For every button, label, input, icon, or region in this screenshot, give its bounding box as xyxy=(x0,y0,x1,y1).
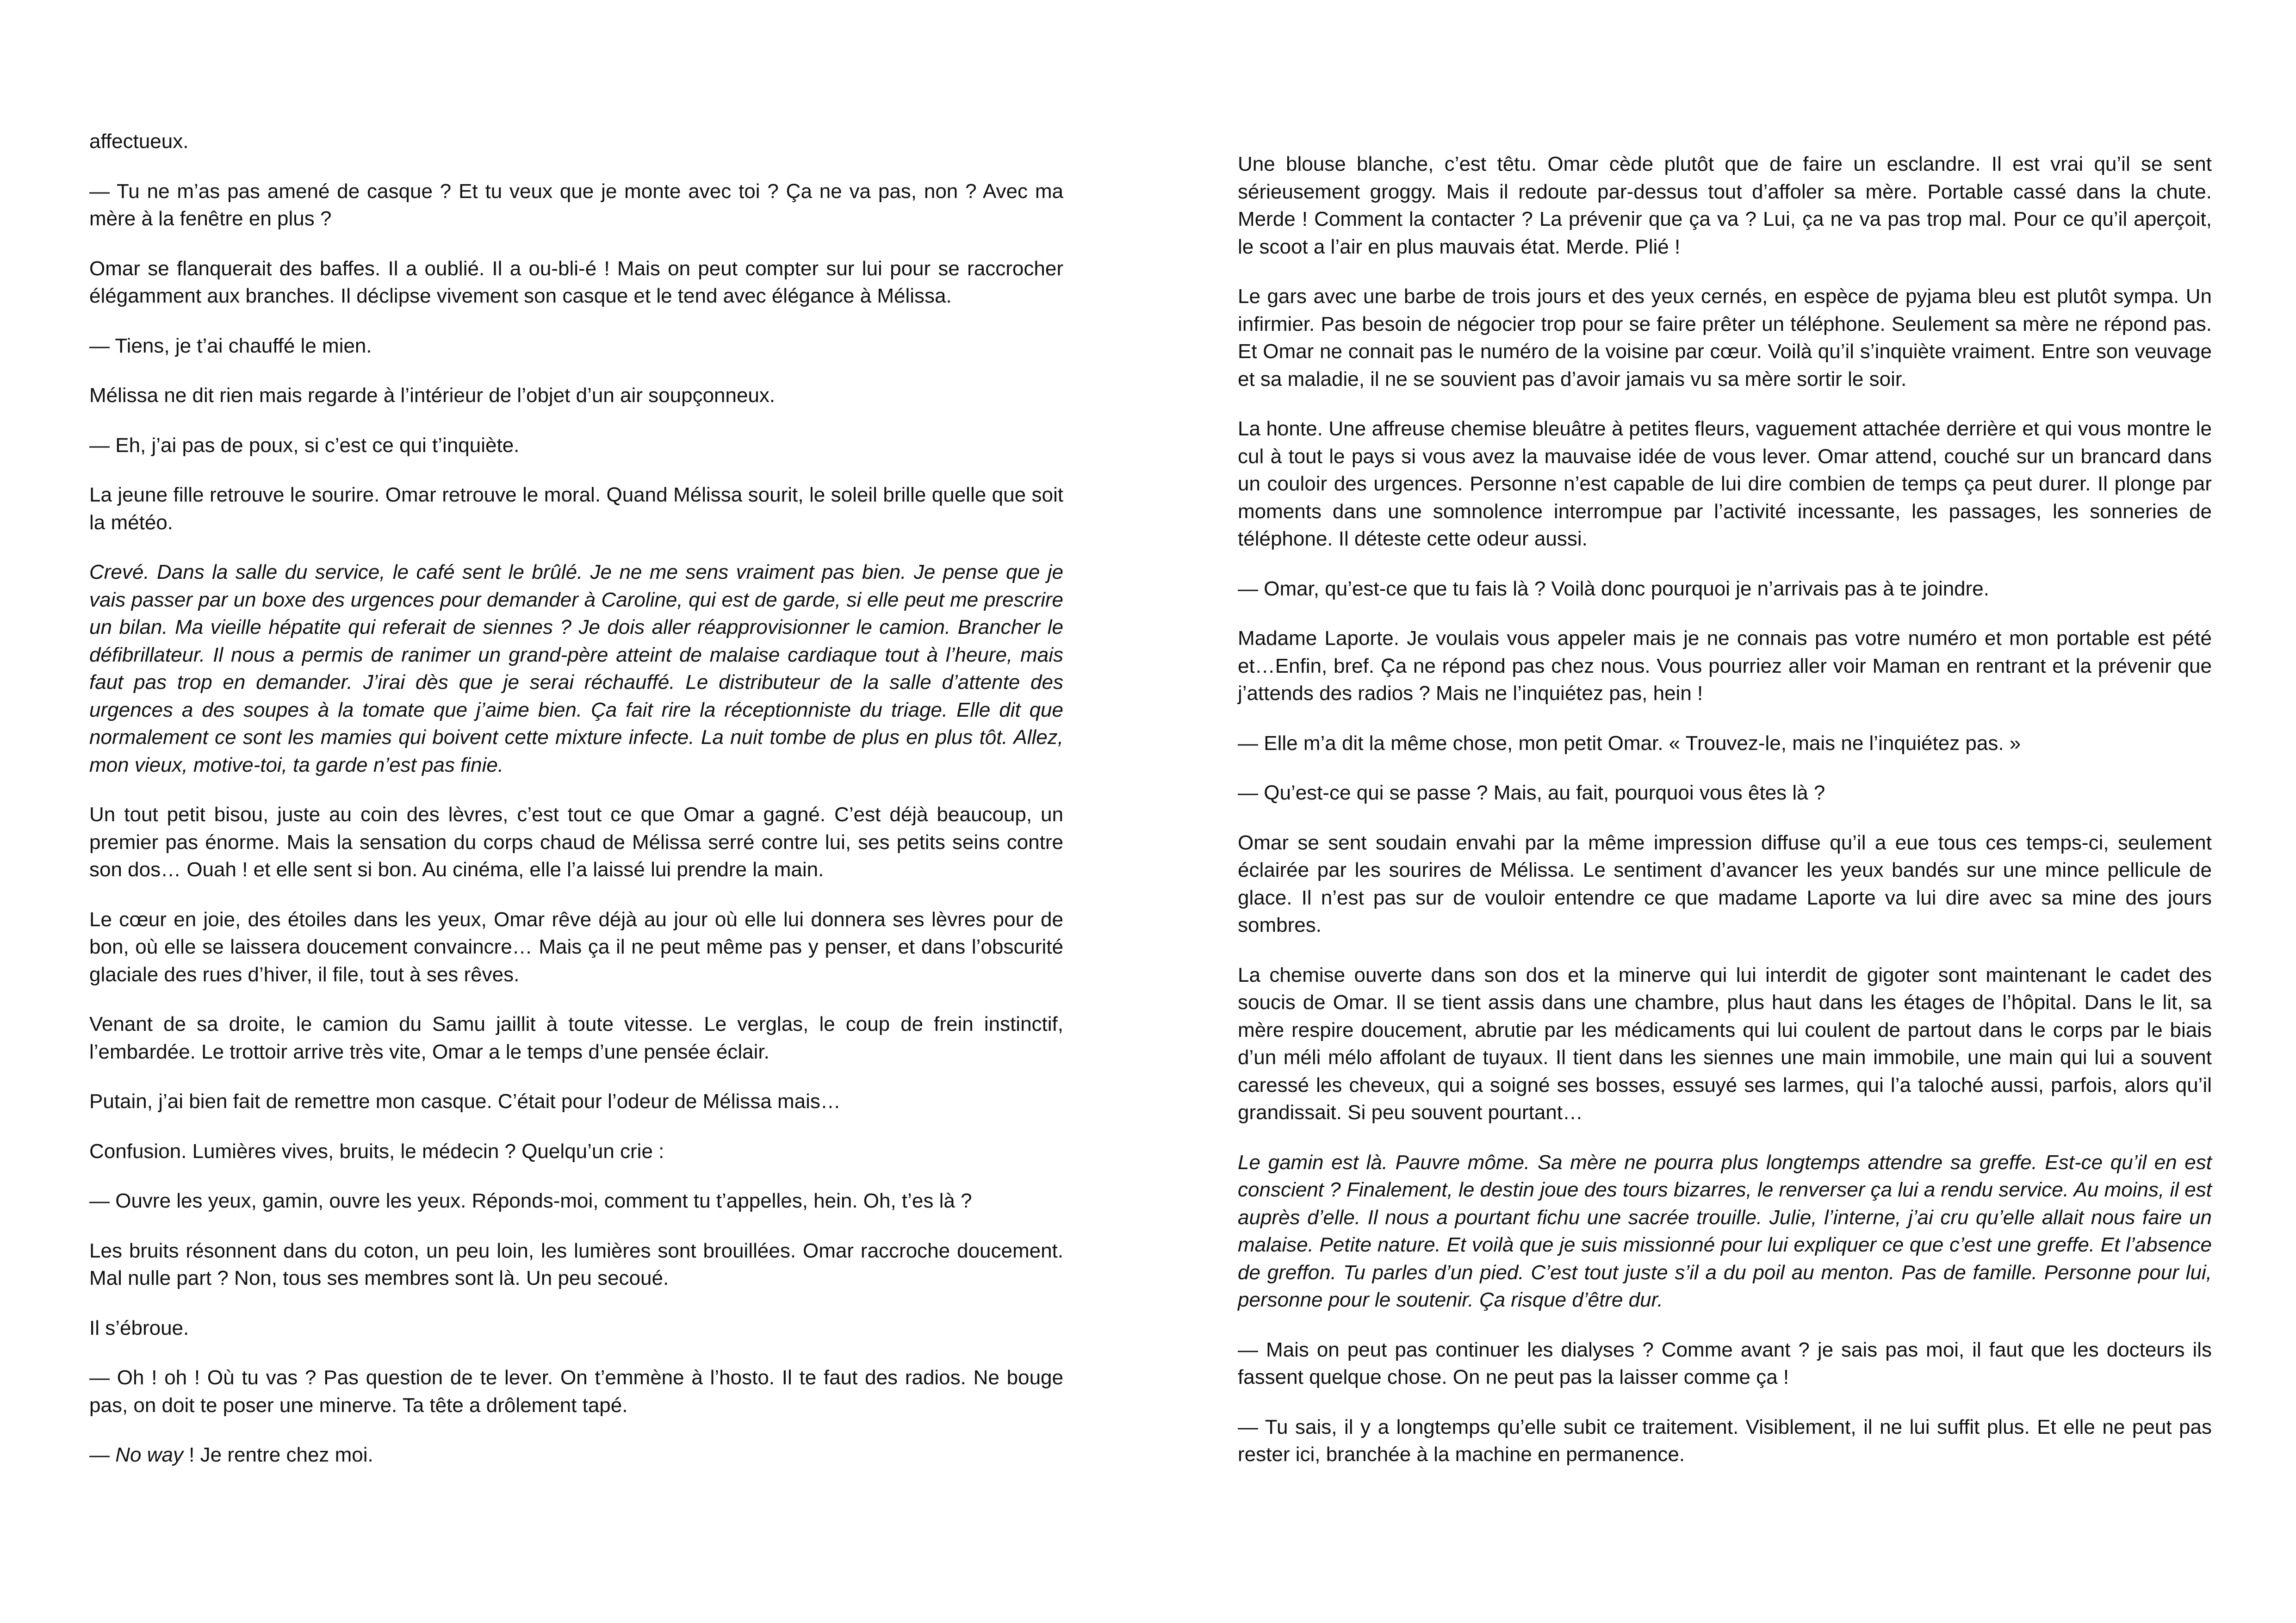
paragraph: — Ouvre les yeux, gamin, ouvre les yeux. Réponds-moi, comment tu t’appelles, hein. Oh, t’es là ? xyxy=(89,1189,972,1212)
right-page xyxy=(1148,0,2296,1623)
paragraph: — Tiens, je t’ai chauffé le mien. xyxy=(89,334,372,357)
dialogue-suffix: ! Je rentre chez moi. xyxy=(183,1443,373,1466)
paragraph: La chemise ouverte dans son dos et la minerve qui lui interdit de gigoter sont maintenant le cadet des soucis de Omar. Il se tient assis dans une chambre, plus haut dans les étages de l’hôpital. Dans le lit, sa mère respire doucement, abrutie par les médicaments qui lui coulent de partout dans le corps par le biais d’un méli mélo affolant de tuyaux. Il tient dans les siennes une main immobile, une main qui lui a souvent caressé les cheveux, qui a soigné ses bosses, essuyé ses larmes, qui l’a taloché aussi, parfois, alors qu’il grandissait. Si peu souvent pourtant… xyxy=(1238,963,2212,1124)
paragraph: Le cœur en joie, des étoiles dans les yeux, Omar rêve déjà au jour où elle lui donnera ses lèvres pour de bon, où elle se laissera doucement convaincre… Mais ça il ne peut même pas y penser, et dans l’obscurité glaciale des rues d’hiver, il file, tout à ses rêves. xyxy=(89,908,1063,986)
paragraph: Le gars avec une barbe de trois jours et des yeux cernés, en espèce de pyjama bleu est plutôt sympa. Un infirmier. Pas besoin de négocier trop pour se faire prêter un téléphone. Seulement sa mère ne répond pas. Et Omar ne connait pas le numéro de la voisine par cœur. Voilà qu’il s’inquiète vraiment. Entre son veuvage et sa maladie, il ne se souvient pas d’avoir jamais vu sa mère sortir le soir. xyxy=(1238,285,2212,390)
paragraph: — Omar, qu’est-ce que tu fais là ? Voilà donc pourquoi je n’arrivais pas à te joindre. xyxy=(1238,577,1990,600)
paragraph: — Eh, j’ai pas de poux, si c’est ce qui t’inquiète. xyxy=(89,434,520,457)
paragraph-italic-monologue: Le gamin est là. Pauvre môme. Sa mère ne pourra plus longtemps attendre sa greffe. Est-ce qu’il en est conscient ? Finalement, le destin joue des tours bizarres, le renverser ça lui a rendu service. Au moins, il est auprès d’elle. Il nous a pourtant fichu une sacrée trouille. Julie, l’interne, j’ai cru qu’elle allait nous faire un malaise. Petite nature. Et voilà que je suis missionné pour lui expliquer ce que c’est une greffe. Et l’absence de greffon. Tu parles d’un pied. C’est tout juste s’il a du poil au menton. Pas de famille. Personne pour lui, personne pour le soutenir. Ça risque d’être dur. xyxy=(1238,1151,2212,1311)
paragraph: Venant de sa droite, le camion du Samu jaillit à toute vitesse. Le verglas, le coup de frein instinctif, l’embardée. Le trottoir arrive très vite, Omar a le temps d’une pensée éclair. xyxy=(89,1013,1063,1063)
paragraph: Madame Laporte. Je voulais vous appeler mais je ne connais pas votre numéro et mon portable est pété et…Enfin, bref. Ça ne répond pas chez nous. Vous pourriez aller voir Maman en rentrant et la prévenir que j’attends des radios ? Mais ne l’inquiétez pas, hein ! xyxy=(1238,627,2212,705)
paragraph: Putain, j’ai bien fait de remettre mon casque. C’était pour l’odeur de Mélissa mais… xyxy=(89,1090,841,1113)
paragraph: — Mais on peut pas continuer les dialyses ? Comme avant ? je sais pas moi, il faut que les docteurs ils fassent quelque chose. On ne peut pas la laisser comme ça ! xyxy=(1238,1338,2212,1388)
paragraph: Omar se flanquerait des baffes. Il a oublié. Il a ou-bli-é ! Mais on peut compter sur lui pour se raccrocher élégamment aux branches. Il déclipse vivement son casque et le tend avec élégance à Mélissa. xyxy=(89,257,1063,307)
paragraph: — Qu’est-ce qui se passe ? Mais, au fait, pourquoi vous êtes là ? xyxy=(1238,781,1825,804)
paragraph: Omar se sent soudain envahi par la même impression diffuse qu’il a eue tous ces temps-ci, seulement éclairée par les sourires de Mélissa. Le sentiment d’avancer les yeux bandés sur une mince pellicule de glace. Il n’est pas sur de vouloir entendre ce que madame Laporte va lui dire avec sa mine des jours sombres. xyxy=(1238,831,2212,936)
paragraph: Confusion. Lumières vives, bruits, le médecin ? Quelqu’un crie : xyxy=(89,1140,664,1163)
paragraph: — Oh ! oh ! Où tu vas ? Pas question de te lever. On t’emmène à l’hosto. Il te faut des radios. Ne bouge pas, on doit te poser une minerve. Ta tête a drôlement tapé. xyxy=(89,1366,1063,1417)
right-page-text-column xyxy=(1238,150,2212,1491)
dialogue-dash: — xyxy=(89,1443,116,1466)
paragraph: Une blouse blanche, c’est têtu. Omar cède plutôt que de faire un esclandre. Il est vrai qu’il se sent sérieusement groggy. Mais il redoute par-dessus tout d’affoler sa mère. Portable cassé dans la chute. Merde ! Comment la contacter ? La prévenir que ça va ? Lui, ça ne va pas trop mal. Pour ce qu’il aperçoit, le scoot a l’air en plus mauvais état. Merde. Plié ! xyxy=(1238,153,2212,258)
paragraph-dialogue-no-way xyxy=(89,1441,1063,1469)
italic-phrase: No way xyxy=(115,1443,183,1466)
paragraph: — Tu sais, il y a longtemps qu’elle subit ce traitement. Visiblement, il ne lui suffit plus. Et elle ne peut pas rester ici, branchée à la machine en permanence. xyxy=(1238,1415,2212,1466)
paragraph: Il s’ébroue. xyxy=(89,1316,189,1339)
paragraph: La jeune fille retrouve le sourire. Omar retrouve le moral. Quand Mélissa sourit, le soleil brille quelle que soit la météo. xyxy=(89,483,1063,534)
paragraph: affectueux. xyxy=(89,130,189,153)
paragraph: — Elle m’a dit la même chose, mon petit Omar. « Trouvez-le, mais ne l’inquiétez pas. » xyxy=(1238,731,2021,755)
paragraph-italic-monologue: Crevé. Dans la salle du service, le café sent le brûlé. Je ne me sens vraiment pas bien. Je pense que je vais passer par un boxe des urgences pour demander à Caroline, qui est de garde, si elle peut me prescrire un bilan. Ma vieille hépatite qui referait de siennes ? Je dois aller réapprovisionner le camion. Brancher le défibrillateur. Il nous a permis de ranimer un grand-père atteint de malaise cardiaque tout à l’heure, mais faut pas trop en demander. J’irai dès que je serai réchauffé. Le distributeur de la salle d’attente des urgences a des soupes à la tomate que j’aime bien. Ça fait rire la réceptionniste du triage. Elle dit que normalement ce sont les mamies qui boivent cette mixture infecte. La nuit tombe de plus en plus tôt. Allez, mon vieux, motive-toi, ta garde n’est pas finie. xyxy=(89,561,1063,776)
paragraph: Mélissa ne dit rien mais regarde à l’intérieur de l’objet d’un air soupçonneux. xyxy=(89,384,776,407)
paragraph: Les bruits résonnent dans du coton, un peu loin, les lumières sont brouillées. Omar raccroche doucement. Mal nulle part ? Non, tous ses membres sont là. Un peu secoué. xyxy=(89,1239,1063,1289)
paragraph: La honte. Une affreuse chemise bleuâtre à petites fleurs, vaguement attachée derrière et qui vous montre le cul à tout le pays si vous avez la mauvaise idée de vous lever. Omar attend, couché sur un brancard dans un couloir des urgences. Personne n’est capable de lui dire combien de temps ça peut durer. Il plonge par moments dans une somnolence interrompue par l’activité incessante, les passages, les sonneries de téléphone. Il déteste cette odeur aussi. xyxy=(1238,417,2212,550)
paragraph: Un tout petit bisou, juste au coin des lèvres, c’est tout ce que Omar a gagné. C’est déjà beaucoup, un premier pas énorme. Mais la sensation du corps chaud de Mélissa serré contre lui, ses petits seins contre son dos… Ouah ! et elle sent si bon. Au cinéma, elle l’a laissé lui prendre la main. xyxy=(89,803,1063,881)
left-page-text-column xyxy=(89,128,1063,1491)
paragraph: — Tu ne m’as pas amené de casque ? Et tu veux que je monte avec toi ? Ça ne va pas, non ? Avec ma mère à la fenêtre en plus ? xyxy=(89,180,1063,230)
